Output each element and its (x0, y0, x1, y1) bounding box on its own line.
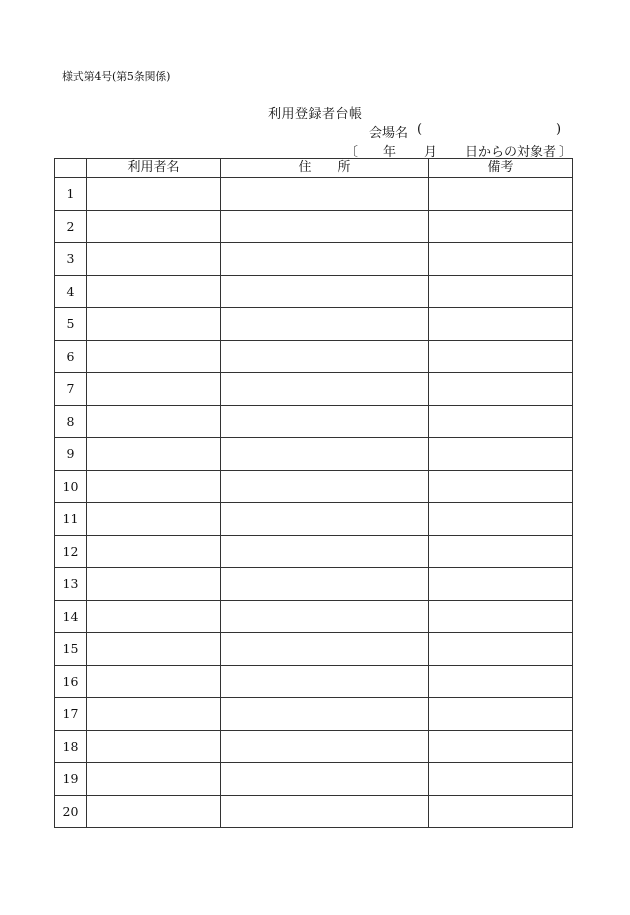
address-cell[interactable] (221, 438, 429, 471)
remarks-cell[interactable] (429, 373, 573, 406)
user-name-cell[interactable] (87, 795, 221, 828)
user-name-cell[interactable] (87, 178, 221, 211)
row-number: 7 (55, 373, 87, 406)
remarks-cell[interactable] (429, 210, 573, 243)
row-number: 18 (55, 730, 87, 763)
user-name-cell[interactable] (87, 633, 221, 666)
row-number: 17 (55, 698, 87, 731)
venue-open-paren: ( (417, 122, 423, 137)
row-number: 9 (55, 438, 87, 471)
remarks-cell[interactable] (429, 795, 573, 828)
address-cell[interactable] (221, 633, 429, 666)
address-cell[interactable] (221, 275, 429, 308)
venue-line (369, 122, 569, 140)
remarks-cell[interactable] (429, 568, 573, 601)
table-row (55, 275, 573, 308)
remarks-cell[interactable] (429, 470, 573, 503)
table-row (55, 503, 573, 536)
form-number: 様式第4号(第5条関係) (62, 70, 171, 83)
table-header-row (55, 159, 573, 178)
user-name-cell[interactable] (87, 373, 221, 406)
row-number: 3 (55, 243, 87, 276)
row-number: 11 (55, 503, 87, 536)
row-number: 6 (55, 340, 87, 373)
remarks-cell[interactable] (429, 178, 573, 211)
table-row (55, 730, 573, 763)
user-name-cell[interactable] (87, 308, 221, 341)
remarks-cell[interactable] (429, 405, 573, 438)
address-cell[interactable] (221, 600, 429, 633)
address-cell[interactable] (221, 568, 429, 601)
user-name-cell[interactable] (87, 568, 221, 601)
address-cell[interactable] (221, 470, 429, 503)
user-name-cell[interactable] (87, 405, 221, 438)
address-cell[interactable] (221, 698, 429, 731)
row-number: 19 (55, 763, 87, 796)
address-cell[interactable] (221, 340, 429, 373)
period-year-label: 年 (383, 145, 397, 160)
table-row (55, 308, 573, 341)
table-row (55, 535, 573, 568)
address-cell[interactable] (221, 373, 429, 406)
remarks-cell[interactable] (429, 243, 573, 276)
remarks-cell[interactable] (429, 308, 573, 341)
user-name-cell[interactable] (87, 275, 221, 308)
table-row (55, 795, 573, 828)
remarks-cell[interactable] (429, 503, 573, 536)
table-row (55, 210, 573, 243)
header-user-name: 利用者名 (87, 159, 221, 178)
remarks-cell[interactable] (429, 730, 573, 763)
table-row (55, 665, 573, 698)
table-row (55, 340, 573, 373)
user-name-cell[interactable] (87, 340, 221, 373)
row-number: 10 (55, 470, 87, 503)
address-cell[interactable] (221, 308, 429, 341)
table-row (55, 243, 573, 276)
address-cell[interactable] (221, 503, 429, 536)
user-name-cell[interactable] (87, 210, 221, 243)
user-name-cell[interactable] (87, 698, 221, 731)
row-number: 13 (55, 568, 87, 601)
table-row (55, 405, 573, 438)
table-row (55, 600, 573, 633)
table-row (55, 178, 573, 211)
address-cell[interactable] (221, 730, 429, 763)
remarks-cell[interactable] (429, 633, 573, 666)
period-close-bracket: 〕 (559, 145, 573, 160)
remarks-cell[interactable] (429, 340, 573, 373)
table-row (55, 470, 573, 503)
user-name-cell[interactable] (87, 665, 221, 698)
user-name-cell[interactable] (87, 243, 221, 276)
remarks-cell[interactable] (429, 698, 573, 731)
table-row (55, 763, 573, 796)
table-row (55, 438, 573, 471)
address-cell[interactable] (221, 763, 429, 796)
address-cell[interactable] (221, 210, 429, 243)
user-name-cell[interactable] (87, 438, 221, 471)
row-number: 1 (55, 178, 87, 211)
header-number (55, 159, 87, 178)
remarks-cell[interactable] (429, 438, 573, 471)
user-name-cell[interactable] (87, 730, 221, 763)
remarks-cell[interactable] (429, 275, 573, 308)
header-remarks: 備考 (429, 159, 573, 178)
address-cell[interactable] (221, 178, 429, 211)
row-number: 15 (55, 633, 87, 666)
venue-label: 会場名 (369, 126, 409, 141)
period-month-label: 月 (424, 145, 438, 160)
table-row (55, 373, 573, 406)
table-row (55, 568, 573, 601)
user-name-cell[interactable] (87, 763, 221, 796)
row-number: 16 (55, 665, 87, 698)
header-address: 住 所 (221, 159, 429, 178)
table-row (55, 633, 573, 666)
row-number: 5 (55, 308, 87, 341)
registrant-table (54, 158, 573, 828)
period-open-bracket: 〔 (345, 145, 359, 160)
row-number: 14 (55, 600, 87, 633)
address-cell[interactable] (221, 795, 429, 828)
row-number: 8 (55, 405, 87, 438)
remarks-cell[interactable] (429, 535, 573, 568)
user-name-cell[interactable] (87, 535, 221, 568)
user-name-cell[interactable] (87, 470, 221, 503)
row-number: 12 (55, 535, 87, 568)
remarks-cell[interactable] (429, 665, 573, 698)
page-title: 利用登録者台帳 (268, 107, 363, 122)
address-cell[interactable] (221, 665, 429, 698)
row-number: 20 (55, 795, 87, 828)
user-name-cell[interactable] (87, 600, 221, 633)
remarks-cell[interactable] (429, 763, 573, 796)
row-number: 4 (55, 275, 87, 308)
period-day-text: 日からの対象者 (465, 145, 557, 160)
address-cell[interactable] (221, 243, 429, 276)
address-cell[interactable] (221, 405, 429, 438)
venue-close-paren: ) (556, 122, 562, 137)
user-name-cell[interactable] (87, 503, 221, 536)
remarks-cell[interactable] (429, 600, 573, 633)
period-line (345, 141, 575, 159)
row-number: 2 (55, 210, 87, 243)
address-cell[interactable] (221, 535, 429, 568)
table-row (55, 698, 573, 731)
